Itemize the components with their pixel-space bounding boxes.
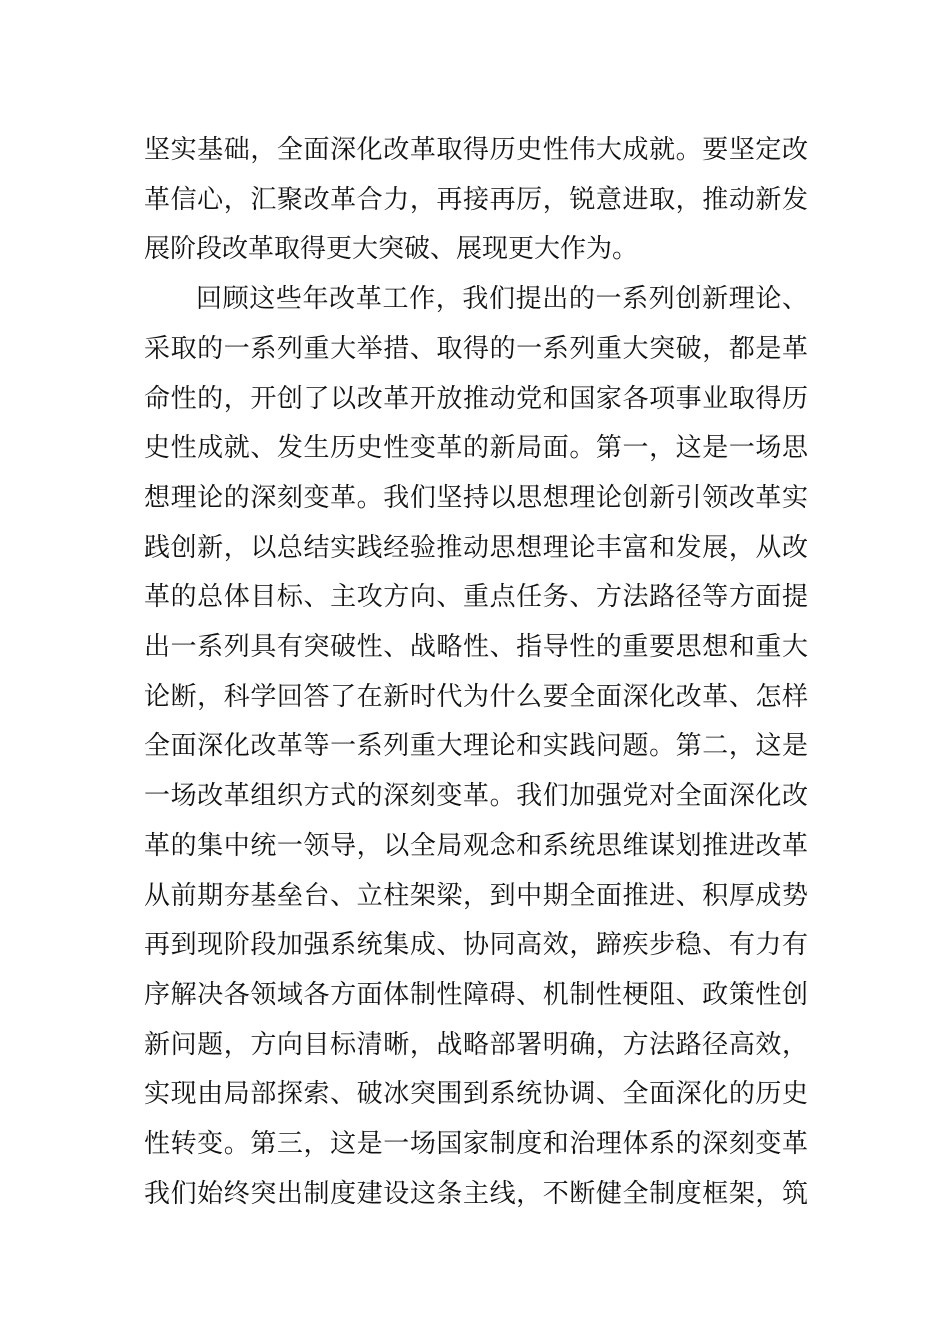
text-line: 性转变。第三，这是一场国家制度和治理体系的深刻变革 [144, 1129, 808, 1160]
text-line: 序解决各领域各方面体制性障碍、机制性梗阻、政策性创 [144, 979, 808, 1010]
text-line: 一场改革组织方式的深刻变革。我们加强党对全面深化改 [144, 781, 808, 812]
text-line: 革的集中统一领导，以全局观念和系统思维谋划推进改革 [144, 830, 808, 861]
text-line: 我们始终突出制度建设这条主线，不断健全制度框架，筑 [144, 1178, 808, 1209]
text-line: 全面深化改革等一系列重大理论和实践问题。第二，这是 [144, 731, 808, 762]
text-line: 论断，科学回答了在新时代为什么要全面深化改革、怎样 [144, 681, 808, 712]
paragraph-first-line: 回顾这些年改革工作，我们提出的一系列创新理论、 [196, 284, 808, 315]
text-line: 践创新，以总结实践经验推动思想理论丰富和发展，从改 [144, 532, 808, 563]
text-line: 史性成就、发生历史性变革的新局面。第一，这是一场思 [144, 433, 808, 464]
text-line: 坚实基础，全面深化改革取得历史性伟大成就。要坚定改 [144, 135, 808, 165]
text-line: 命性的，开创了以改革开放推动党和国家各项事业取得历 [144, 383, 808, 414]
text-line: 再到现阶段加强系统集成、协同高效，蹄疾步稳、有力有 [144, 930, 808, 961]
text-line: 出一系列具有突破性、战略性、指导性的重要思想和重大 [144, 632, 808, 663]
text-line: 展阶段改革取得更大突破、展现更大作为。 [144, 234, 639, 265]
text-line: 新问题，方向目标清晰，战略部署明确，方法路径高效， [144, 1029, 808, 1060]
text-line: 革信心，汇聚改革合力，再接再厉，锐意进取，推动新发 [144, 184, 808, 215]
text-line: 革的总体目标、主攻方向、重点任务、方法路径等方面提 [144, 582, 808, 613]
text-line: 实现由局部探索、破冰突围到系统协调、全面深化的历史 [144, 1079, 808, 1110]
body-text [144, 126, 808, 1219]
text-line: 采取的一系列重大举措、取得的一系列重大突破，都是革 [144, 333, 808, 364]
text-line: 想理论的深刻变革。我们坚持以思想理论创新引领改革实 [144, 482, 808, 513]
text-line: 从前期夯基垒台、立柱架梁，到中期全面推进、积厚成势 [144, 880, 808, 911]
